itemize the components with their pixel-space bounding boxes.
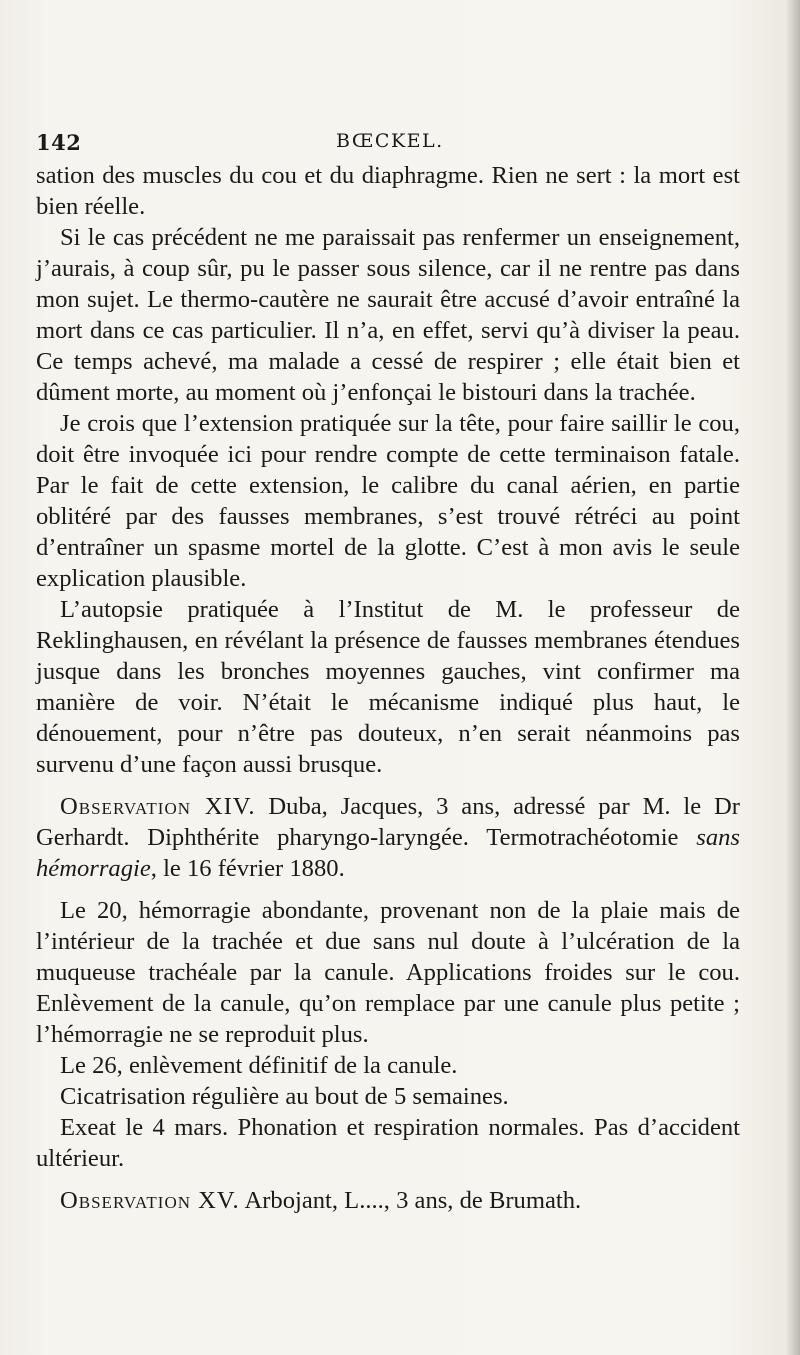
paragraph-p3: [36, 408, 740, 594]
running-head: BŒCKEL.: [336, 130, 444, 152]
paragraph-p10: [36, 1185, 740, 1216]
paragraph-p2: [36, 222, 740, 408]
page-edge-shadow: [786, 0, 800, 1355]
body-text: [36, 160, 740, 1216]
paragraph-p9: [36, 1112, 740, 1174]
paragraph-p1-text-0: sation des muscles du cou et du diaphragme. Rien ne sert : la mort est bien réelle.: [36, 162, 740, 220]
paragraph-p5: [36, 791, 740, 884]
paragraph-p4-text-0: L’autopsie pratiquée à l’Institut de M. le professeur de Reklinghausen, en révélant la présence de fausses membranes étendues jusque dans les bronches moyennes gauches, vint confirmer ma manière de voir. N’était le mécanisme indiqué plus haut, le dénouement, pour n’être pas douteux, n’en serait néanmoins pas survenu d’une façon aussi brusque.: [36, 596, 740, 778]
paragraph-p1: [36, 160, 740, 222]
paragraph-p5-text-1: Duba, Jacques, 3 ans, adressé par M. le Dr Gerhardt. Diphthérite pharyngo-laryngée. Termotrachéotomie: [36, 793, 740, 851]
page-header: [36, 124, 740, 160]
page-number: 142: [36, 130, 82, 155]
paragraph-p4: [36, 594, 740, 780]
paragraph-p7-text-0: Le 26, enlèvement définitif de la canule.: [60, 1052, 458, 1079]
paragraph-p7: [36, 1050, 740, 1081]
paragraph-p5-text-2: sans hémorragie: [36, 824, 740, 882]
paragraph-p8-text-0: Cicatrisation régulière au bout de 5 semaines.: [60, 1083, 509, 1110]
paragraph-p5-text-0: Observation XIV.: [60, 793, 256, 820]
paragraph-p6-text-0: Le 20, hémorragie abondante, provenant non de la plaie mais de l’intérieur de la trachée et due sans nul doute à l’ulcération de la muqueuse trachéale par la canule. Applications froides sur le cou. Enlèvement de la canule, qu’on remplace par une canule plus petite ; l’hémorragie ne se reproduit plus.: [36, 897, 740, 1048]
paragraph-p6: [36, 895, 740, 1050]
paragraph-p3-text-0: Je crois que l’extension pratiquée sur la tête, pour faire saillir le cou, doit être invoquée ici pour rendre compte de cette terminaison fatale. Par le fait de cette extension, le calibre du canal aérien, en partie oblitéré par des fausses membranes, s’est trouvé rétréci au point d’entraîner un spasme mortel de la glotte. C’est à mon avis le seule explication plausible.: [36, 410, 740, 592]
paragraph-p10-text-0: Observation XV.: [60, 1187, 240, 1214]
paragraph-p9-text-0: Exeat le 4 mars. Phonation et respiration normales. Pas d’accident ultérieur.: [36, 1114, 740, 1172]
paragraph-p2-text-0: Si le cas précédent ne me paraissait pas renfermer un enseignement, j’aurais, à coup sûr, pu le passer sous silence, car il ne rentre pas dans mon sujet. Le thermo-cautère ne saurait être accusé d’avoir entraîné la mort dans ce cas particulier. Il n’a, en effet, servi qu’à diviser la peau. Ce temps achevé, ma malade a cessé de respirer ; elle était bien et dûment morte, au moment où j’enfonçai le bistouri dans la trachée.: [36, 224, 740, 406]
paragraph-p5-text-3: , le 16 février 1880.: [150, 855, 345, 882]
page-content: [36, 124, 740, 1216]
paragraph-p8: [36, 1081, 740, 1112]
paragraph-p10-text-1: Arbojant, L...., 3 ans, de Brumath.: [239, 1187, 582, 1214]
